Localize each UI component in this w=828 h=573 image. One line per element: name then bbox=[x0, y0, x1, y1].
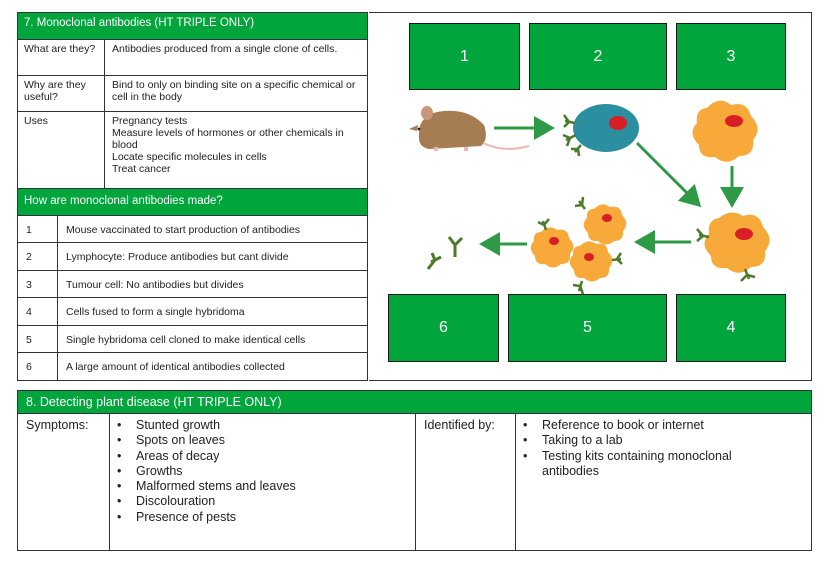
use-item: Pregnancy tests bbox=[112, 115, 188, 127]
step-number: 2 bbox=[18, 243, 58, 271]
symptom-item: • Areas of decay bbox=[110, 449, 415, 464]
step-text: A large amount of identical antibodies collected bbox=[66, 361, 285, 373]
row-value: Bind to only on binding site on a specific chemical or cell in the body bbox=[112, 79, 356, 103]
info-row-what bbox=[18, 39, 367, 76]
step-number: 5 bbox=[18, 326, 58, 353]
symptom-item: • Discolouration bbox=[110, 494, 415, 509]
step-row bbox=[18, 325, 367, 353]
identified-item: • Reference to book or internet bbox=[516, 418, 771, 433]
step-row bbox=[18, 297, 367, 326]
symptoms-list bbox=[110, 418, 415, 525]
symptoms-column bbox=[110, 413, 416, 550]
use-item: Treat cancer bbox=[112, 163, 171, 175]
row-label: What are they? bbox=[18, 40, 105, 76]
step-text: Lymphocyte: Produce antibodies but cant divide bbox=[66, 251, 289, 263]
monoclonal-process-diagram bbox=[369, 12, 812, 381]
row-label: Why are they useful? bbox=[18, 76, 105, 112]
symptom-item: • Spots on leaves bbox=[110, 433, 415, 448]
identified-item: • Taking to a lab bbox=[516, 433, 771, 448]
step-number: 1 bbox=[18, 216, 58, 243]
step-box-4: 4 bbox=[676, 294, 786, 362]
step-row bbox=[18, 270, 367, 298]
step-box-5: 5 bbox=[508, 294, 667, 362]
use-item: Locate specific molecules in cells bbox=[112, 151, 267, 163]
steps-subtitle: How are monoclonal antibodies made? bbox=[18, 188, 367, 215]
lymphocyte-icon bbox=[563, 104, 639, 156]
symptom-item: • Presence of pests bbox=[110, 510, 415, 525]
step-text: Mouse vaccinated to start production of antibodies bbox=[66, 223, 301, 236]
tumour-cell-icon bbox=[692, 101, 757, 162]
step-row bbox=[18, 215, 367, 243]
symptom-item: • Stunted growth bbox=[110, 418, 415, 433]
step-row bbox=[18, 242, 367, 271]
step-box-6: 6 bbox=[388, 294, 499, 362]
identified-label: Identified by: bbox=[416, 413, 516, 550]
symptom-item: • Growths bbox=[110, 464, 415, 479]
step-box-2: 2 bbox=[529, 23, 667, 90]
info-row-uses bbox=[18, 111, 367, 189]
monoclonal-antibodies-section bbox=[17, 12, 368, 381]
info-row-why bbox=[18, 75, 367, 112]
step-number: 3 bbox=[18, 271, 58, 298]
identified-column bbox=[516, 413, 811, 550]
row-label: Uses bbox=[18, 112, 105, 189]
use-item: Measure levels of hormones or other chemicals in blood bbox=[112, 127, 344, 151]
step-number: 4 bbox=[18, 298, 58, 326]
identified-list bbox=[516, 418, 771, 479]
identified-item: • Testing kits containing monoclonal antibodies bbox=[516, 449, 771, 480]
diagram-illustrations bbox=[369, 13, 812, 382]
row-value: Antibodies produced from a single clone of cells. bbox=[112, 43, 338, 55]
plant-disease-section bbox=[17, 390, 812, 551]
cloned-cells-icon bbox=[531, 197, 627, 294]
uses-list bbox=[106, 112, 367, 189]
section-7-title: 7. Monoclonal antibodies (HT TRIPLE ONLY) bbox=[18, 13, 367, 39]
symptoms-label: Symptoms: bbox=[18, 413, 110, 550]
step-row bbox=[18, 352, 367, 381]
hybridoma-icon bbox=[697, 212, 770, 281]
arrow-lymphocyte-to-hybridoma bbox=[637, 143, 699, 205]
step-box-3: 3 bbox=[676, 23, 786, 90]
symptom-item: • Malformed stems and leaves bbox=[110, 479, 415, 494]
step-box-1: 1 bbox=[409, 23, 520, 90]
step-text: Single hybridoma cell cloned to make identical cells bbox=[66, 333, 306, 346]
section-8-title: 8. Detecting plant disease (HT TRIPLE ONLY) bbox=[18, 391, 811, 413]
step-text: Tumour cell: No antibodies but divides bbox=[66, 278, 244, 291]
antibody-icon bbox=[428, 237, 462, 269]
step-number: 6 bbox=[18, 353, 58, 381]
step-text: Cells fused to form a single hybridoma bbox=[66, 306, 245, 318]
